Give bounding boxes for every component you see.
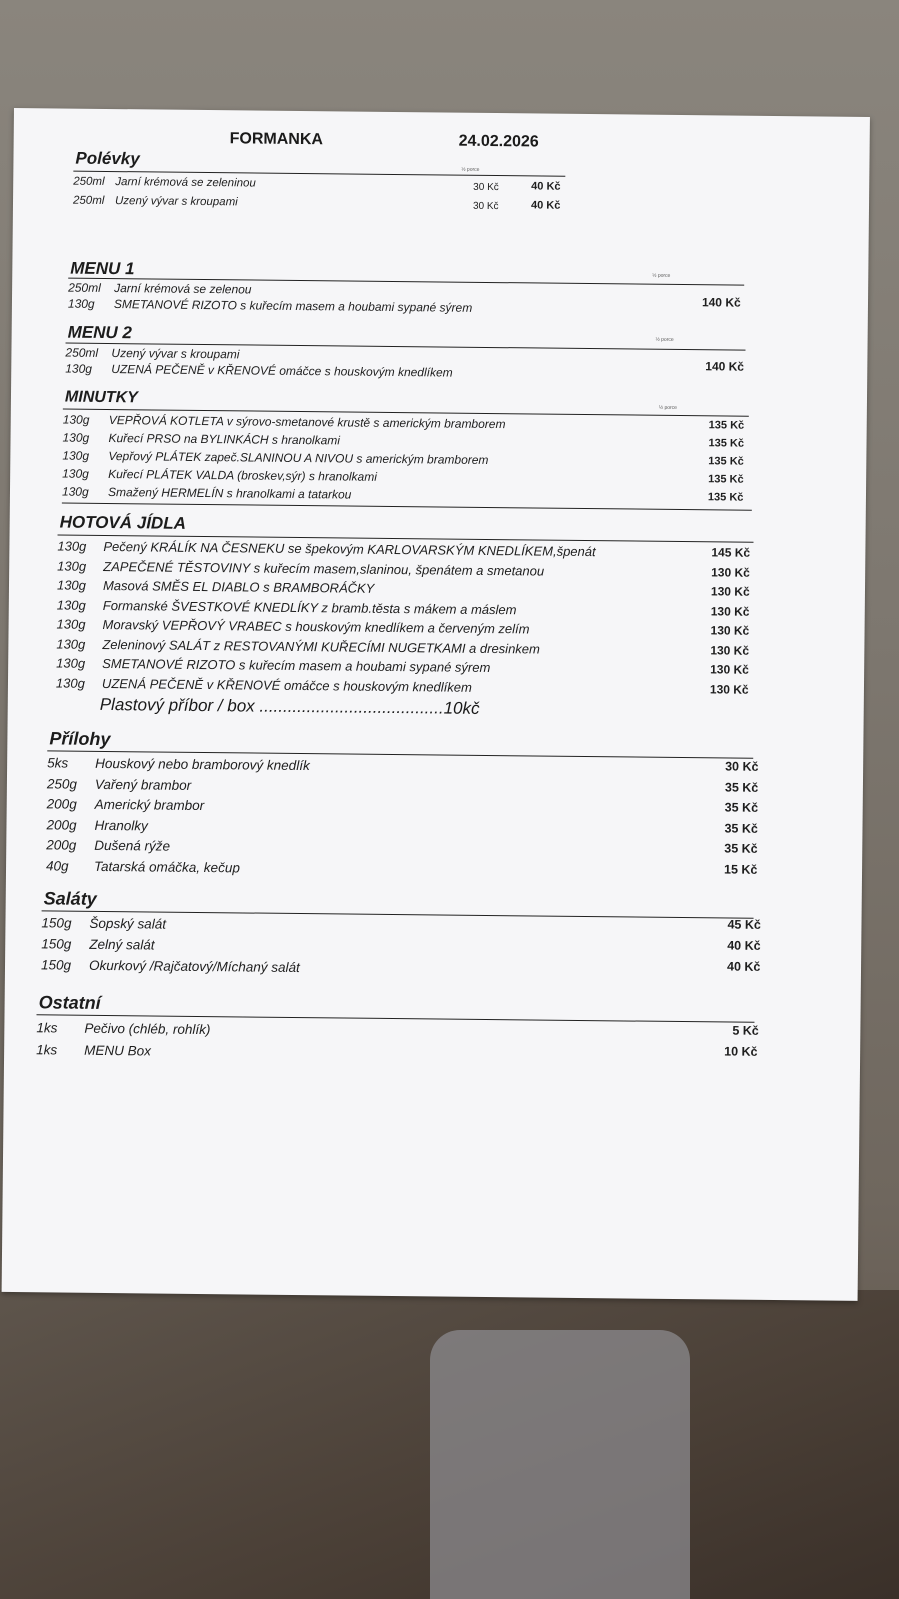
list-item: 130g Vepřový PLÁTEK zapeč.SLANINOU A NIVOU s americkým bramborem [62,448,489,467]
list-item: 130g Pečený KRÁLÍK NA ČESNEKU se špekovým KARLOVARSKÝM KNEDLÍKEM,špenát [57,538,596,560]
list-item: 130g SMETANOVÉ RIZOTO s kuřecím masem a houbami sypané sýrem [56,655,491,676]
section-prilohy [8,728,864,877]
section-salaty [6,888,862,976]
section-ostatni [5,992,861,1059]
item-price: 45 Kč [727,917,761,932]
section-title: Ostatní [38,992,101,1013]
item-price: 130 Kč [710,623,750,638]
section-title: Přílohy [49,728,111,750]
half-portion-label: ½ porce [652,272,671,279]
list-item: 250ml Uzený vývar s kroupami [72,194,238,209]
section-menu2 [12,322,868,380]
list-item: 150g Zelný salát [41,936,155,953]
half-price: 30 Kč [472,200,499,213]
list-item: 130g Zeleninový SALÁT z RESTOVANÝMI KUŘECÍMI NUGETKAMI a dresinkem [56,635,540,657]
list-item: 130g Moravský VEPŘOVÝ VRABEC s houskovým knedlíkem a červeným zelím [56,616,530,637]
item-price: 40 Kč [727,938,761,953]
list-item: 130g Kuřecí PLÁTEK VALDA (broskev,sýr) s hranolkami [62,466,377,484]
section-menu1 [12,258,868,315]
menu-date: 24.02.2026 [458,132,539,151]
item-price: 130 Kč [710,584,750,599]
half-price: 30 Kč [473,181,499,194]
item-price: 35 Kč [724,820,758,836]
background-object [430,1330,690,1599]
item-price: 135 Kč [708,437,745,450]
item-price: 5 Kč [732,1023,759,1038]
item-price: 130 Kč [710,662,749,677]
list-item: 130g SMETANOVÉ RIZOTO s kuřecím masem a houbami sypané sýrem [67,296,473,315]
list-item: 150g Šopský salát [41,915,167,932]
list-item: 1ks MENU Box [36,1042,151,1059]
item-price: 15 Kč [723,861,758,877]
half-portion-label: ½ porce [461,166,480,173]
list-item: 130g Masová SMĚS EL DIABLO s BRAMBORÁČKY [56,577,375,596]
list-item: 200g Dušená rýže [46,837,171,854]
menu-header [14,128,870,151]
list-item: 250ml Jarní krémová se zeleninou [73,175,256,190]
item-price: 35 Kč [724,779,759,795]
section-rule [62,503,752,511]
list-item: 130g Smažený HERMELÍN s hranolkami a tatarkou [61,484,352,502]
list-item: 200g Americký brambor [46,796,205,814]
section-title: MINUTKY [64,388,138,407]
item-price: 145 Kč [711,545,751,560]
list-item: 130g Kuřecí PRSO na BYLINKÁCH s hranolkami [62,430,341,448]
menu-price: 140 Kč [705,359,745,374]
list-item: 130g UZENÁ PEČENĚ v KŘENOVÉ omáčce s houskovým knedlíkem [65,361,453,380]
item-price: 135 Kč [708,419,745,432]
section-hotova-jidla [10,512,866,718]
list-item: 1ks Pečivo (chléb, rohlík) [36,1020,211,1038]
restaurant-name: FORMANKA [229,130,324,149]
list-item: 130g UZENÁ PEČENĚ v KŘENOVÉ omáčce s houskovým knedlíkem [55,674,472,695]
half-portion-label: ½ porce [658,404,678,411]
list-item: 150g Okurkový /Rajčatový/Míchaný salát [40,957,300,976]
item-price: 30 Kč [725,759,759,774]
section-title: MENU 2 [67,322,132,343]
list-item: 250ml Uzený vývar s kroupami [65,345,240,362]
list-item: 250ml Jarní krémová se zelenou [68,280,252,297]
item-price: 130 Kč [710,603,750,619]
item-price: 40 Kč [530,199,561,212]
item-price: 35 Kč [724,841,758,856]
menu-sheet [2,108,870,1301]
section-title: MENU 1 [70,258,135,279]
list-item: 130g VEPŘOVÁ KOTLETA v sýrovo-smetanové krustě s americkým bramborem [62,412,506,432]
section-title: HOTOVÁ JÍDLA [59,512,187,533]
menu-price: 140 Kč [701,295,741,310]
half-portion-label: ½ porce [655,336,674,343]
item-price: 135 Kč [708,473,744,486]
item-price: 130 Kč [709,681,749,697]
section-title: Polévky [75,148,140,169]
item-price: 10 Kč [724,1044,758,1059]
item-price: 40 Kč [531,180,561,193]
list-item: 250g Vařený brambor [46,775,192,793]
item-price: 130 Kč [710,642,750,658]
list-item: 200g Hranolky [46,816,148,833]
item-price: 135 Kč [707,491,744,504]
list-item: 40g Tatarská omáčka, kečup [45,857,240,875]
section-minutky [11,388,867,504]
item-price: 135 Kč [708,455,744,468]
cutlery-note: Plastový příbor / box .......................................10kč [99,694,480,718]
list-item: 130g Formanské ŠVESTKOVÉ KNEDLÍKY z bramb.těsta s mákem a máslem [56,596,517,617]
list-item: 130g ZAPEČENÉ TĚSTOVINY s kuřecím masem,slaninou, špenátem a smetanou [57,557,545,579]
item-price: 40 Kč [726,959,761,974]
list-item: 5ks Houskový nebo bramborový knedlík [47,755,310,774]
item-price: 130 Kč [711,564,750,580]
section-polevky [14,148,870,213]
section-title: Saláty [43,888,97,909]
item-price: 35 Kč [724,800,759,815]
